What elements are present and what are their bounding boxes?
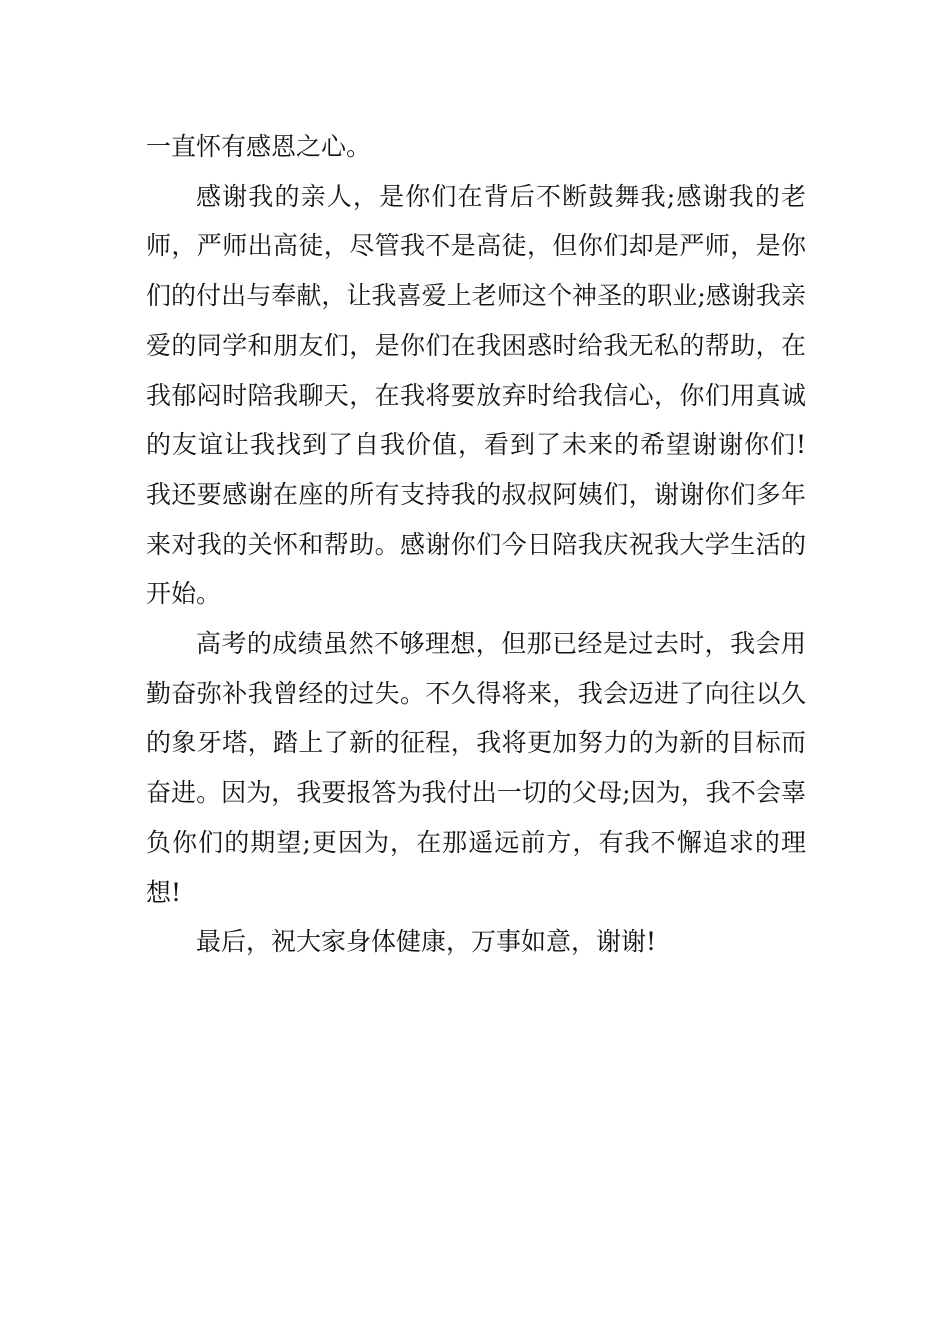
paragraph-thanks: 感谢我的亲人，是你们在背后不断鼓舞我;感谢我的老师，严师出高徒，尽管我不是高徒，但你们却是严师，是你们的付出与奉献，让我喜爱上老师这个神圣的职业;感谢我亲爱的同学和朋友们，是你们在我困惑时给我无私的帮助，在我郁闷时陪我聊天，在我将要放弃时给我信心，你们用真诚的友谊让我找到了自我价值，看到了未来的希望谢谢你们!我还要感谢在座的所有支持我的叔叔阿姨们，谢谢你们多年来对我的关怀和帮助。感谢你们今日陪我庆祝我大学生活的开始。 bbox=[146, 181, 806, 609]
paragraph-exam: 高考的成绩虽然不够理想，但那已经是过去时，我会用勤奋弥补我曾经的过失。不久得将来，我会迈进了向往以久的象牙塔，踏上了新的征程，我将更加努力的为新的目标而奋进。因为，我要报答为我付出一切的父母;因为，我不会辜负你们的期望;更因为，在那遥远前方，有我不懈追求的理想! bbox=[146, 629, 806, 907]
document-body bbox=[146, 122, 806, 967]
paragraph-closing: 最后，祝大家身体健康，万事如意，谢谢! bbox=[196, 927, 657, 957]
paragraph-continuation: 一直怀有感恩之心。 bbox=[146, 132, 372, 161]
